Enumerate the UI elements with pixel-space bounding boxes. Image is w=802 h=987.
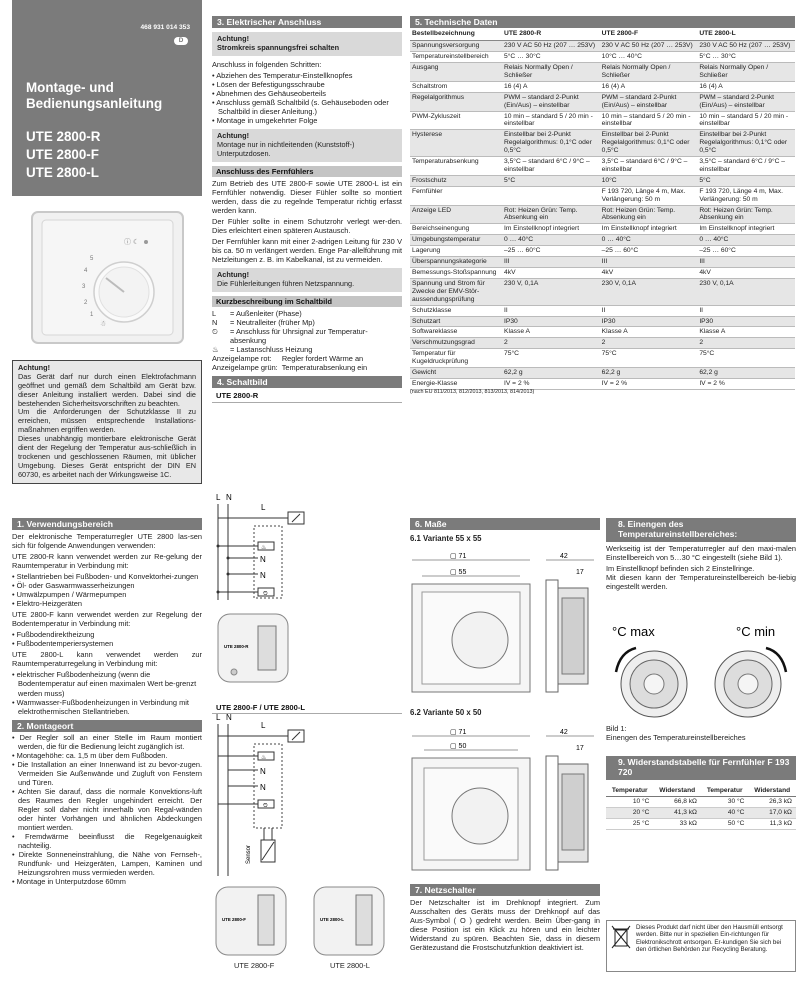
terminal-block-f: [214, 885, 294, 957]
spec-cell: IP30: [697, 316, 795, 327]
spec-cell: 10°C: [600, 175, 698, 186]
res-cell: 50 °C: [701, 818, 748, 829]
kurz-key: N: [212, 318, 218, 328]
s1-intro: Der elektronische Temperaturregler UTE 2800 las-sen sich für folgende Anwendungen verwenden:: [12, 532, 202, 551]
cover-model-r: UTE 2800-R: [26, 129, 101, 144]
section-7-title: 7. Netzschalter: [410, 884, 600, 896]
spec-cell: Umgebungstemperatur: [410, 235, 502, 246]
spec-cell: Gewicht: [410, 368, 502, 379]
cover-model-f: UTE 2800-F: [26, 147, 99, 162]
res-cell: 20 °C: [606, 807, 653, 818]
spec-row: [410, 130, 795, 157]
spec-cell: II: [502, 305, 600, 316]
dial-label-3: 3: [82, 284, 86, 290]
wire-label-l: L: [216, 493, 221, 502]
dim-42: 42: [560, 729, 568, 736]
list-item: • Die Installation an einer Innenwand ist zu bevor-zugen. Vermeiden Sie Außenwände und Zugluft von Fenstern und Türen.: [12, 760, 202, 787]
spec-cell: IP30: [502, 316, 600, 327]
led-icon: [144, 240, 148, 244]
spec-cell: 230 V, 0,1A: [502, 278, 600, 305]
spec-cell: [502, 186, 600, 205]
spec-cell: Schutzklasse: [410, 305, 502, 316]
spec-cell: 0 … 40°C: [600, 235, 698, 246]
spec-cell: 5°C … 30°C: [502, 52, 600, 63]
s3-list: [212, 71, 402, 125]
spec-cell: 62,2 g: [600, 368, 698, 379]
spec-cell: PWM – standard 2-Punkt (Ein/Aus) – einstellbar: [502, 92, 600, 111]
res-cell: 11,3 kΩ: [748, 818, 796, 829]
section-3-title: 3. Elektrischer Anschluss: [212, 16, 402, 28]
spec-cell: Regelalgorithmus: [410, 92, 502, 111]
spec-cell: 230 V AC 50 Hz (207 … 253V): [600, 41, 698, 52]
res-row: [606, 818, 796, 829]
spec-cell: 10°C … 40°C: [600, 52, 698, 63]
heating-icon: ♨: [261, 545, 267, 551]
spec-cell: Einstellbar bei 2-Punkt Regelalgorithmus: 0,1°C oder 0,5°C: [697, 130, 795, 157]
dim-42: 42: [560, 553, 568, 560]
kurz-row: [212, 345, 402, 354]
spec-cell: 16 (4) A: [600, 81, 698, 92]
dial-label-4: 4: [84, 268, 88, 274]
spec-row: [410, 327, 795, 338]
spec-row: [410, 278, 795, 305]
res-row: [606, 807, 796, 818]
spec-cell: 10 min – standard 5 / 20 min - einstellbar: [697, 111, 795, 130]
kurz-row: [212, 327, 402, 345]
spec-cell: Ausgang: [410, 62, 502, 81]
s1-l-list: [12, 670, 202, 715]
cover-box: [12, 0, 202, 196]
spec-cell: Temperaturabsenkung: [410, 157, 502, 176]
spec-row: [410, 92, 795, 111]
figure-caption-2: Einengen des Temperatureinstellbereiches: [606, 733, 746, 743]
wire-label-n3: N: [260, 571, 266, 580]
spec-cell: 75°C: [697, 349, 795, 368]
lamp-green-text: Anzeigelampe grün: Temperaturabsenkung ein: [212, 363, 368, 373]
spec-cell: 230 V, 0,1A: [600, 278, 698, 305]
section-1-title: 1. Verwendungsbereich: [12, 518, 202, 530]
lamp-red-text: Anzeigelampe rot: Regler fordert Wärme an: [212, 354, 364, 364]
wire-label-l2: L: [261, 721, 266, 730]
spec-row: [410, 316, 795, 327]
spec-header: UTE 2800-L: [697, 28, 795, 41]
spec-cell: 2: [502, 338, 600, 349]
spec-row: [410, 175, 795, 186]
spec-row: [410, 224, 795, 235]
safety-warning-text: Das Gerät darf nur durch einen Elektrofachmann geöffnet und gemäß dem Schaltbild am Gerät bzw. dieser Anleitung installiert werden. Dabei sind die bestehenden Sicherheitsvorschriften zu beachten.: [18, 371, 196, 408]
safety-warning-text2: Um die Anforderungen der Schutzklasse II zu erreichen, müssen entsprechende Installations-maßnahmen ergriffen werden.: [18, 407, 196, 435]
spec-cell: Relais Normally Open / Schließer: [502, 62, 600, 81]
spec-cell: Frostschutz: [410, 175, 502, 186]
sensor-warning-title: Achtung!: [217, 270, 250, 280]
wiring-diagram-fl: [214, 712, 314, 880]
spec-row: [410, 235, 795, 246]
spec-cell: 5°C: [697, 175, 795, 186]
spec-header: UTE 2800-R: [502, 28, 600, 41]
spec-row: [410, 349, 795, 368]
section-6-title: 6. Maße: [410, 518, 600, 530]
spec-cell: IV = 2 %: [502, 378, 600, 389]
section-8-title: 8. Einengen des Temperatureinstellbereiches:: [606, 518, 796, 542]
spec-cell: PWM-Zykluszeit: [410, 111, 502, 130]
kurz-value: = Außenleiter (Phase): [230, 309, 302, 319]
safety-warning-title: Achtung!: [18, 363, 51, 372]
dim-71: ▢ 71: [450, 729, 467, 736]
spec-cell: 230 V, 0,1A: [697, 278, 795, 305]
s8-p3: Mit diesen kann der Temperatureinstellbereich be-liebig eingestellt werden.: [606, 572, 796, 591]
spec-cell: Schaltstrom: [410, 81, 502, 92]
power-warning-title: Achtung!: [217, 34, 250, 43]
s3-intro: Anschluss in folgenden Schritten:: [212, 59, 322, 69]
spec-row: [410, 186, 795, 205]
list-item: • Montage in umgekehrter Folge: [212, 116, 402, 125]
list-item: • Warmwasser-Fußbodenheizungen in Verbindung mit elektrothermischen Stellantrieben.: [12, 698, 202, 716]
res-cell: 40 °C: [701, 807, 748, 818]
fern-p2: Der Fühler sollte in einem Schutzrohr verlegt wer-den. Dies erleichtert einen späteren Austausch.: [212, 217, 402, 236]
spec-cell: Klasse A: [502, 327, 600, 338]
spec-cell: 2: [600, 338, 698, 349]
box-warning: [212, 129, 402, 162]
list-item: • Elektro-Heizgeräten: [12, 599, 202, 608]
spec-row: [410, 246, 795, 257]
spec-cell: Spannungsversorgung: [410, 41, 502, 52]
spec-cell: 4kV: [600, 268, 698, 279]
heating-icon: ♨: [212, 345, 219, 355]
wire-label-n: N: [226, 713, 232, 722]
list-item: • Anschluss gemäß Schaltbild (s. Gehäuseboden oder Schaltbild in dieser Anleitung.): [212, 98, 402, 116]
country-badge: D: [174, 37, 188, 45]
recycle-text: Dieses Produkt darf nicht über den Hausmüll entsorgt werden. Bitte nur in speziellen Ein-richtungen für Elektronikschrott entsorgen. Er-kundigen Sie sich bei den örtlichen Behörden zur Recycling Beratung.: [636, 924, 783, 954]
spec-cell: 4kV: [697, 268, 795, 279]
resistance-table: [606, 786, 796, 830]
wire-label-l: L: [216, 713, 221, 722]
spec-cell: Einstellbar bei 2-Punkt Regelalgorithmus: 0,1°C oder 0,5°C: [600, 130, 698, 157]
kurz-list: [212, 309, 402, 372]
spec-cell: 2: [697, 338, 795, 349]
list-item: • Montagehöhe: ca. 1,5 m über dem Fußboden.: [12, 751, 202, 760]
spec-cell: –25 … 60°C: [600, 246, 698, 257]
s2-list: [12, 733, 202, 887]
box-warning-title: Achtung!: [217, 131, 250, 140]
spec-cell: 230 V AC 50 Hz (207 … 253V): [502, 41, 600, 52]
s1-r-text: UTE 2800-R kann verwendet werden zur Re-gelung der Raumtemperatur in Verbindung mit:: [12, 552, 202, 571]
wire-label-n3: N: [260, 783, 266, 792]
s8-p2: Im Einstellknopf befinden sich 2 Einstellringe.: [606, 563, 755, 573]
spec-cell: PWM – standard 2-Punkt (Ein/Aus) – einstellbar: [697, 92, 795, 111]
dimension-drawing-55: [410, 548, 600, 698]
cmax-label: °C max: [612, 624, 655, 639]
spec-cell: Klasse A: [600, 327, 698, 338]
cover-models: [26, 128, 100, 182]
spec-row: [410, 257, 795, 268]
cover-model-l: UTE 2800-L: [26, 165, 99, 180]
power-warning-text: Stromkreis spannungsfrei schalten: [217, 42, 340, 52]
res-header: Widerstand: [653, 786, 701, 797]
res-cell: 30 °C: [701, 796, 748, 807]
dim-55: ▢ 55: [450, 569, 467, 576]
spec-cell: 75°C: [502, 349, 600, 368]
spec-cell: Relais Normally Open / Schließer: [600, 62, 698, 81]
list-item: • Montage in Unterputzdose 60mm: [12, 877, 202, 886]
dim-17: 17: [576, 569, 584, 576]
dim-50: ▢ 50: [450, 743, 467, 750]
fern-title: Anschluss des Fernfühlers: [212, 166, 402, 177]
wire-label-n2: N: [260, 767, 266, 776]
figure-caption-1: Bild 1:: [606, 724, 627, 733]
terminal-block-l: [312, 885, 392, 957]
spec-cell: 3,5°C – standard 6°C / 9°C – einstellbar: [502, 157, 600, 176]
safety-warning-text3: Dieses unabhängig montierbare elektronische Gerät dient der Regelung der Temperatur aus-schließlich in trockenen und geschlossenen Räumen, mit üblicher Umgebung. Dieses Gerät entspricht der DIN EN 60730, es arbeitet nach der Wirkungsweise 1C.: [18, 434, 196, 479]
device-top-label: ⓘ ☾: [124, 239, 140, 246]
spec-cell: IP30: [600, 316, 698, 327]
spec-table: [410, 28, 795, 390]
spec-cell: Anzeige LED: [410, 205, 502, 224]
list-item: • Abnehmen des Gehäuseoberteils: [212, 89, 402, 98]
dimension-drawing-50: [410, 724, 600, 876]
box-warning-text: Montage nur in nichtleitenden (Kunststoff-) Unterputzdosen.: [217, 139, 355, 158]
spec-cell: Klasse A: [697, 327, 795, 338]
list-item: • Öl- oder Gaswarmwasserheizungen: [12, 581, 202, 590]
spec-cell: 3,5°C – standard 6°C / 9°C – einstellbar: [600, 157, 698, 176]
res-cell: 10 °C: [606, 796, 653, 807]
spec-cell: III: [502, 257, 600, 268]
spec-cell: Lagerung: [410, 246, 502, 257]
spec-cell: 75°C: [600, 349, 698, 368]
spec-cell: 3,5°C – standard 6°C / 9°C – einstellbar: [697, 157, 795, 176]
spec-cell: II: [697, 305, 795, 316]
clock-icon: ⏲: [263, 803, 268, 809]
terminal-f-label: UTE 2800-F: [222, 917, 246, 922]
clock-icon: ⏲: [212, 327, 218, 337]
variant-55-title: 6.1 Variante 55 x 55: [410, 534, 482, 543]
spec-cell: 0 … 40°C: [502, 235, 600, 246]
crossed-bin-icon: [610, 924, 632, 950]
spec-cell: 5°C … 30°C: [697, 52, 795, 63]
spec-cell: Fernfühler: [410, 186, 502, 205]
spec-cell: Hysterese: [410, 130, 502, 157]
list-item: • Direkte Sonneneinstrahlung, die Nähe von Fernseh-, Rundfunk- und Heizgeräten, Lampen, Kaminen und Heizungsrohren muss vermieden werden.: [12, 850, 202, 877]
spec-cell: Überspannungskategorie: [410, 257, 502, 268]
spec-cell: Rot: Heizen Grün: Temp. Absenkung ein: [697, 205, 795, 224]
sensor-warning: [212, 268, 402, 292]
spec-cell: Softwareklasse: [410, 327, 502, 338]
fern-p1: Zum Betrieb des UTE 2800-F sowie UTE 2800-L ist ein Fernfühler notwendig. Dieser Fühler sollte so montiert werden, dass die zu regelnde Temperatur richtig erfasst werden kann.: [212, 178, 402, 216]
dial-label-frost: ☃: [100, 321, 107, 328]
spec-cell: Spannung und Strom für Zwecke der EMV-Stör-aussendungsprüfung: [410, 278, 502, 305]
s8-p1: Werkseitig ist der Temperaturregler auf den maxi-malen Einstellbereich von 5…30 °C eingestellt (siehe Bild 1).: [606, 543, 796, 562]
spec-row: [410, 41, 795, 52]
variant-50-title: 6.2 Variante 50 x 50: [410, 708, 482, 717]
section-4-title: 4. Schaltbild: [212, 376, 402, 388]
spec-cell: III: [600, 257, 698, 268]
caption-f: UTE 2800-F: [234, 961, 275, 970]
spec-cell: F 193 720, Länge 4 m, Max. Verlängerung: 50 m: [697, 186, 795, 205]
cmin-label: °C min: [736, 624, 776, 639]
thermostat-illustration: [30, 210, 185, 345]
spec-cell: PWM – standard 2-Punkt (Ein/Aus) – einstellbar: [600, 92, 698, 111]
s7-text: Der Netzschalter ist im Drehknopf integriert. Zum Ausschalten des Geräts muss der Drehknopf auf das Aus-Symbol ( O ) gedreht werden. Beim Über-gang in diese Position ist ein Klick zu hören und ein leichter Widerstand zu spüren. Beachten Sie, dass in diesem Gerätezustand die Frostschutzfunktion deaktiviert ist.: [410, 898, 600, 953]
cover-title: [26, 80, 162, 112]
spec-cell: Schutzart: [410, 316, 502, 327]
res-row: [606, 796, 796, 807]
dial-label-5: 5: [90, 256, 94, 262]
spec-cell: IV = 2 %: [697, 378, 795, 389]
kurz-value: = Lastanschluss Heizung: [230, 345, 313, 355]
kurz-value: = Anschluss für Uhrsignal zur Temperatur-absenkung: [230, 327, 368, 346]
list-item: • Der Regler soll an einer Stelle im Raum montiert werden, die für die Bedienung leicht zugänglich ist.: [12, 733, 202, 751]
spec-cell: –25 … 60°C: [697, 246, 795, 257]
kurz-value: = Neutralleiter (früher Mp): [230, 318, 315, 328]
cover-title-line2: Bedienungsanleitung: [26, 96, 163, 111]
res-cell: 17,0 kΩ: [748, 807, 796, 818]
wire-label-n: N: [226, 493, 232, 502]
spec-cell: III: [697, 257, 795, 268]
wiring-diagram-r: [214, 492, 314, 604]
res-cell: 33 kΩ: [653, 818, 701, 829]
dial-label-1: 1: [90, 312, 94, 318]
document-number: 468 931 014 353: [140, 24, 190, 31]
list-item: • elektrischer Fußbodenheizung (wenn die Bodentemperatur auf einen maximalen Wert be-grenzt werden muss): [12, 670, 202, 697]
fern-p3: Der Fernfühler kann mit einer 2-adrigen Leitung für 230 V bis ca. 50 m verlängert werden. Enge Par-allelführung mit Netzleitungen z. B. im Kabelkanal, ist zu vermeiden.: [212, 237, 402, 265]
spec-cell: 4kV: [502, 268, 600, 279]
res-header: Temperatur: [701, 786, 748, 797]
kurz-row: [212, 309, 402, 318]
section-5-title: 5. Technische Daten: [410, 16, 795, 28]
terminal-l-label: UTE 2800-L: [320, 917, 344, 922]
spec-row: [410, 62, 795, 81]
spec-cell: Einstellbar bei 2-Punkt Regelalgorithmus: 0,1°C oder 0,5°C: [502, 130, 600, 157]
sensor-warning-text: Die Fühlerleitungen führen Netzspannung.: [217, 279, 355, 289]
heating-icon: ♨: [261, 755, 267, 761]
sensor-label: Sensor: [246, 844, 252, 864]
list-item: • Umwälzpumpen / Wärmepumpen: [12, 590, 202, 599]
list-item: • Abziehen des Temperatur-Einstellknopfes: [212, 71, 402, 80]
list-item: • Fußbodendirektheizung: [12, 630, 202, 639]
res-header: Temperatur: [606, 786, 653, 797]
spec-cell: 16 (4) A: [502, 81, 600, 92]
energy-note: (nach EU 811/2013, 812/2013, 813/2013, 814/2013): [410, 388, 535, 395]
spec-cell: Im Einstellknopf integriert: [697, 224, 795, 235]
spec-header: UTE 2800-F: [600, 28, 698, 41]
list-item: • Fußbodentemperiersystemen: [12, 639, 202, 648]
dim-71: ▢ 71: [450, 553, 467, 560]
spec-cell: Bemessungs-Stoßspannung: [410, 268, 502, 279]
spec-cell: 62,2 g: [697, 368, 795, 379]
spec-cell: Verschmutzungsgrad: [410, 338, 502, 349]
kurz-key: L: [212, 309, 217, 319]
spec-header: Bestellbezeichnung: [410, 28, 502, 41]
kurz-title: Kurzbeschreibung im Schaltbild: [212, 296, 402, 307]
res-header: Widerstand: [748, 786, 796, 797]
res-cell: 41,3 kΩ: [653, 807, 701, 818]
dim-17: 17: [576, 745, 584, 752]
schaltbild-fl-title: UTE 2800-F / UTE 2800-L: [212, 702, 402, 714]
spec-cell: Relais Normally Open / Schließer: [697, 62, 795, 81]
spec-row: [410, 111, 795, 130]
spec-cell: Im Einstellknopf integriert: [502, 224, 600, 235]
spec-cell: Temperatur für Kugeldruckprüfung: [410, 349, 502, 368]
spec-cell: Im Einstellknopf integriert: [600, 224, 698, 235]
spec-row: [410, 268, 795, 279]
terminal-model-label: UTE 2800-R: [224, 644, 249, 649]
schaltbild-r-title: UTE 2800-R: [212, 390, 402, 402]
recycle-notice: [606, 920, 796, 972]
section-9-title: 9. Widerstandstabelle für Fernfühler F 193 720: [606, 756, 796, 780]
spec-cell: Rot: Heizen Grün: Temp. Absenkung ein: [600, 205, 698, 224]
spec-row: [410, 378, 795, 389]
clock-icon: ⏲: [263, 591, 268, 597]
spec-cell: 0 … 40°C: [697, 235, 795, 246]
dial-label-2: 2: [84, 300, 88, 306]
section-2-title: 2. Montageort: [12, 720, 202, 732]
spec-row: [410, 52, 795, 63]
spec-cell: –25 … 60°C: [502, 246, 600, 257]
spec-cell: 230 V AC 50 Hz (207 … 253V): [697, 41, 795, 52]
caption-l: UTE 2800-L: [330, 961, 370, 970]
spec-cell: 5°C: [502, 175, 600, 186]
wire-label-n2: N: [260, 555, 266, 564]
spec-cell: 62,2 g: [502, 368, 600, 379]
power-warning: [212, 32, 402, 56]
terminal-block-r: [216, 612, 290, 684]
cover-title-line1: Montage- und: [26, 80, 114, 95]
res-cell: 66,8 kΩ: [653, 796, 701, 807]
spec-row: [410, 81, 795, 92]
s1-f-text: UTE 2800-F kann verwendet werden zur Regelung der Bodentemperatur in Verbindung mit:: [12, 610, 202, 629]
spec-cell: F 193 720, Länge 4 m, Max. Verlängerung: 50 m: [600, 186, 698, 205]
s1-f-list: [12, 630, 202, 648]
list-item: • Stellantrieben bei Fußboden- und Konvektorhei-zungen: [12, 572, 202, 581]
s1-l-text: UTE 2800-L kann verwendet werden zur Raumtemperaturregelung in Verbindung mit:: [12, 650, 202, 669]
range-rings-figure: [606, 622, 796, 722]
spec-cell: IV = 2 %: [600, 378, 698, 389]
spec-row: [410, 305, 795, 316]
spec-cell: 16 (4) A: [697, 81, 795, 92]
spec-cell: Rot: Heizen Grün: Temp. Absenkung ein: [502, 205, 600, 224]
spec-cell: 10 min – standard 5 / 20 min - einstellbar: [502, 111, 600, 130]
spec-cell: Temperatureinstellbereich: [410, 52, 502, 63]
res-cell: 25 °C: [606, 818, 653, 829]
spec-row: [410, 157, 795, 176]
list-item: • Lösen der Befestigungsschraube: [212, 80, 402, 89]
spec-cell: Bereichseinengung: [410, 224, 502, 235]
safety-warning: [12, 360, 202, 484]
spec-row: [410, 205, 795, 224]
spec-row: [410, 368, 795, 379]
spec-cell: Energie-Klasse: [410, 378, 502, 389]
res-cell: 26,3 kΩ: [748, 796, 796, 807]
figure-caption: [606, 724, 746, 742]
kurz-row: [212, 318, 402, 327]
wire-label-l2: L: [261, 503, 266, 512]
list-item: • Fremdwärme beeinflusst die Regelgenauigkeit nachteilig.: [12, 832, 202, 850]
spec-cell: 10 min – standard 5 / 20 min - einstellbar: [600, 111, 698, 130]
list-item: • Achten Sie darauf, dass die normale Konvektions-luft des Raumes den Regler ungehindert erreicht. Der Regler soll daher nicht innerhalb von Regal-wänden oder hinter Vorhängen und ähnlichen Abdeckungen montiert werden.: [12, 787, 202, 832]
s1-r-list: [12, 572, 202, 608]
spec-row: [410, 338, 795, 349]
spec-cell: II: [600, 305, 698, 316]
